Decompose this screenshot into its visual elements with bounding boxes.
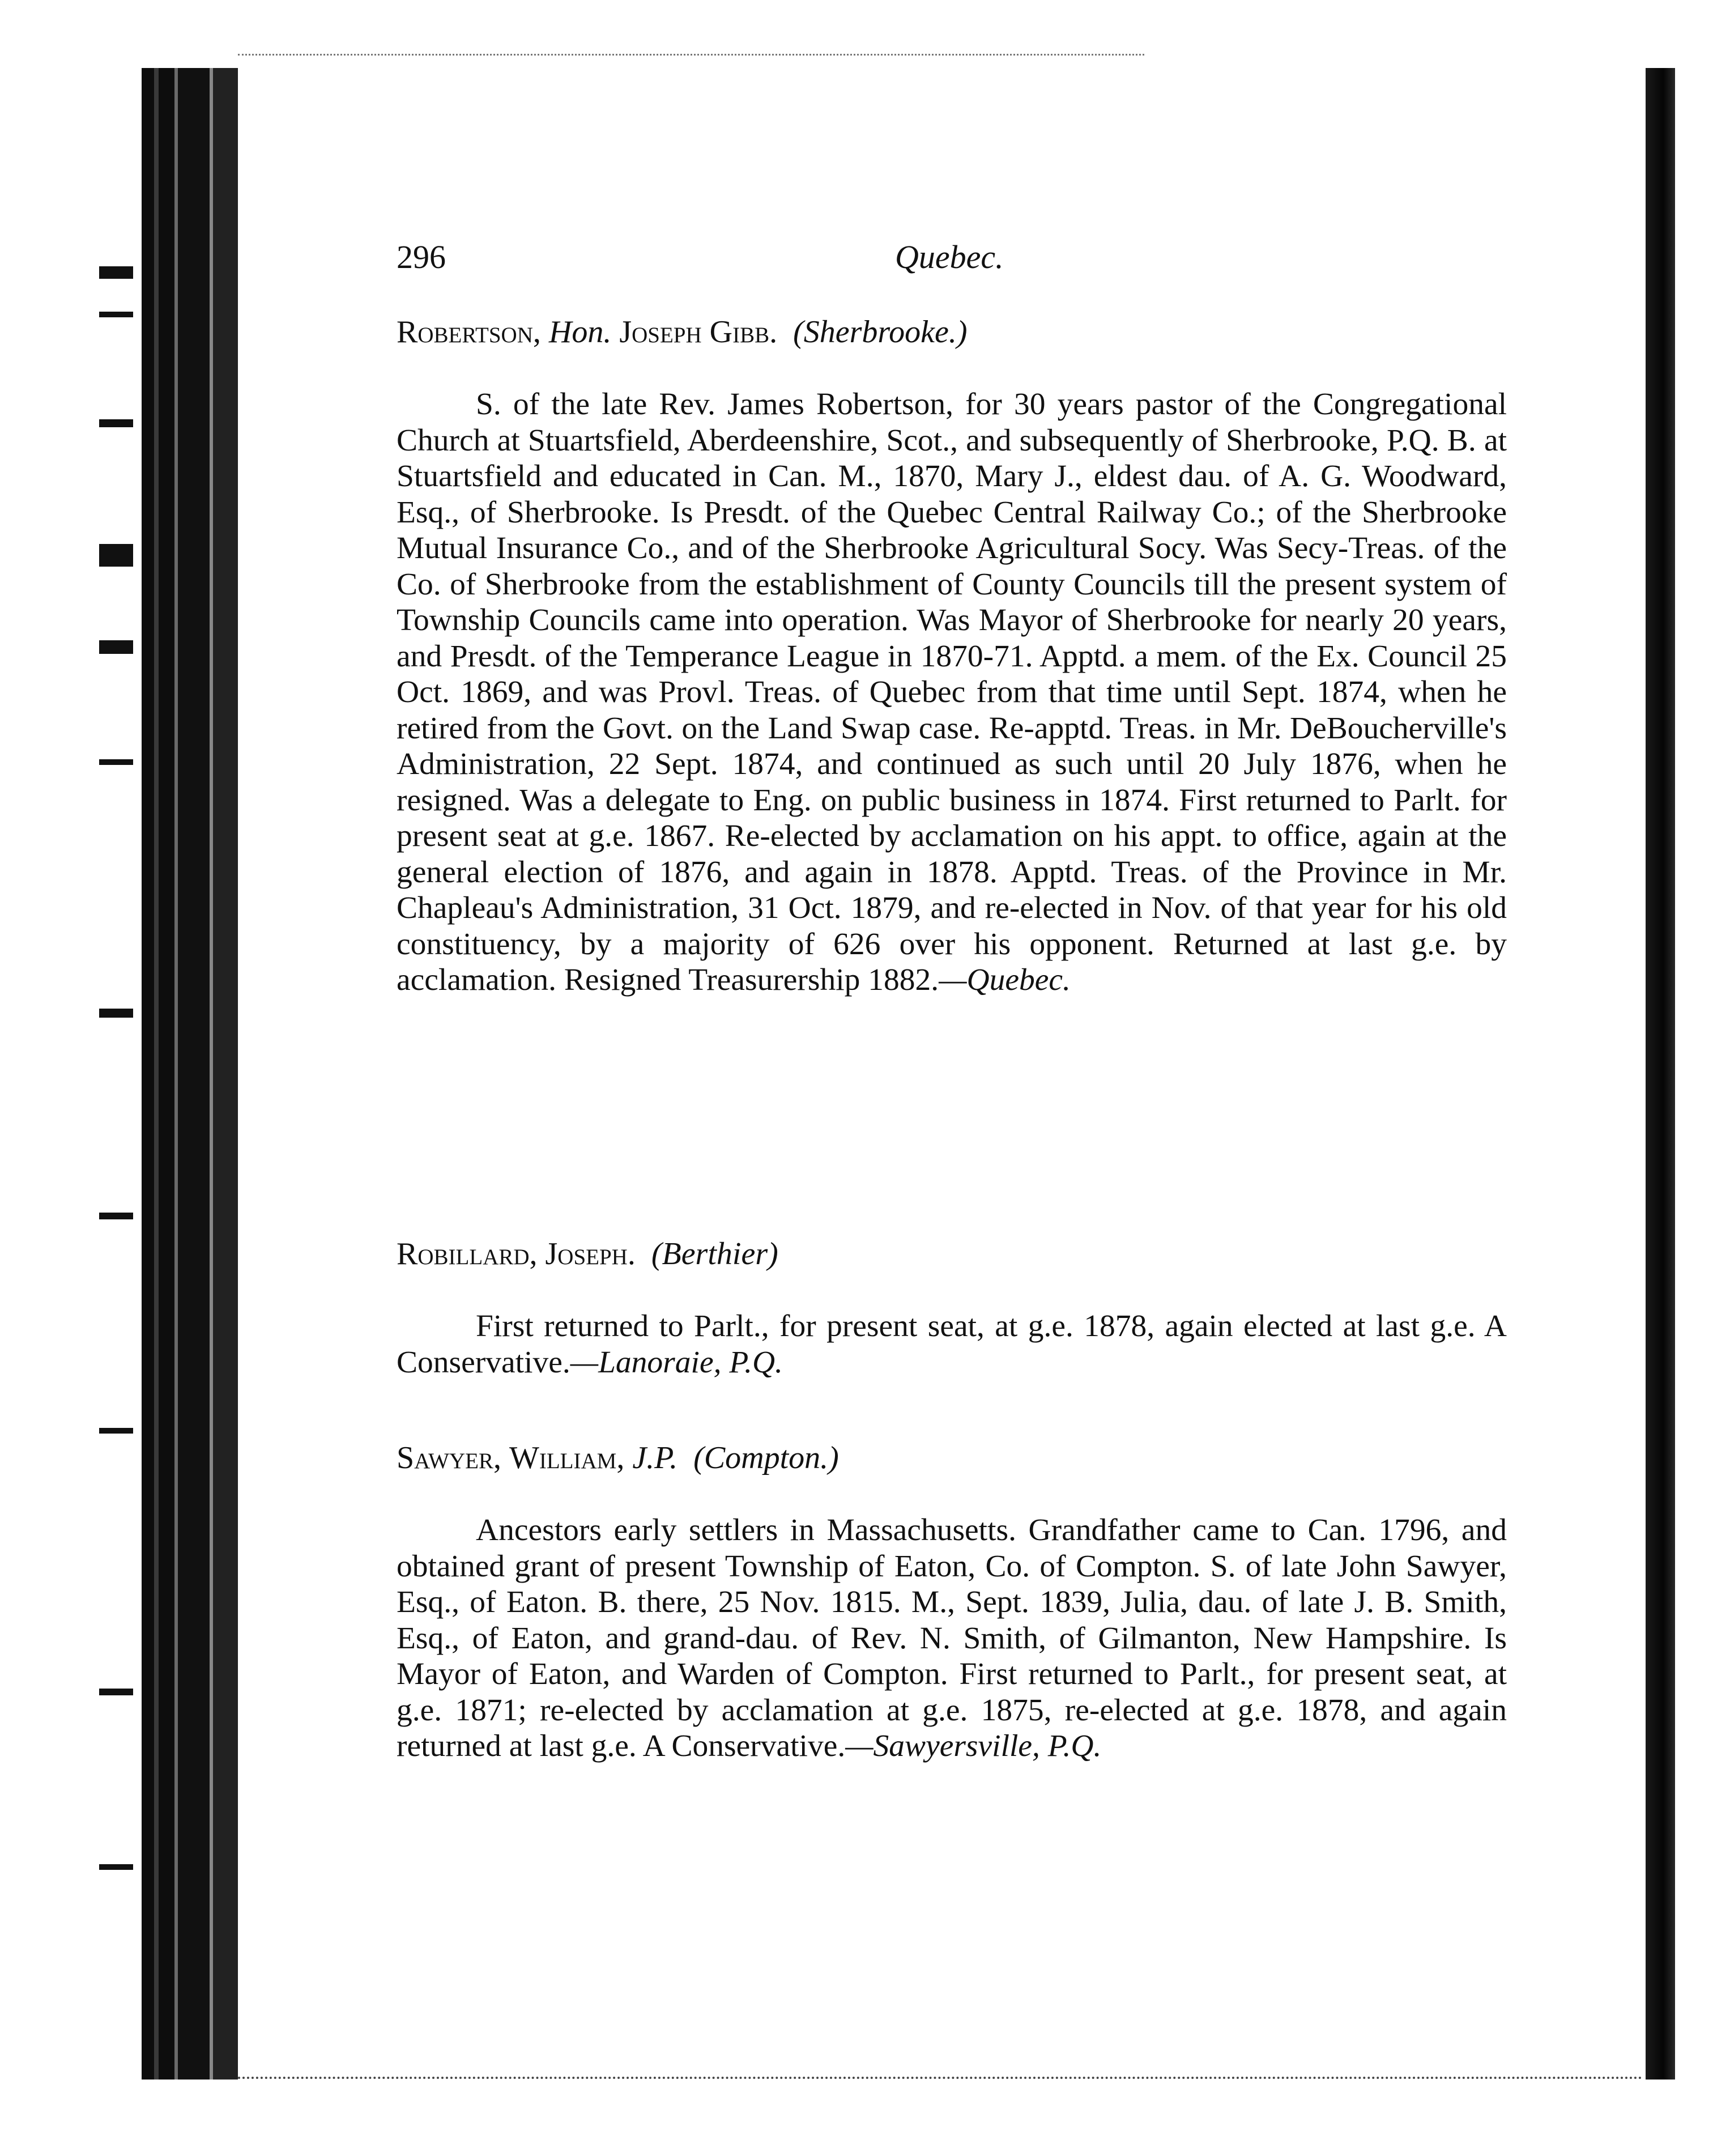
entry-robertson (397, 311, 1507, 998)
margin-mark (99, 266, 133, 279)
entry-constituency: (Sherbrooke.) (793, 314, 968, 350)
entry-surname: Sawyer, (397, 1440, 501, 1475)
left-binding-shadow (142, 68, 238, 2080)
entry-body (397, 1512, 1507, 1764)
page-number: 296 (397, 239, 446, 275)
page-header (397, 238, 1529, 289)
entry-body (397, 1308, 1507, 1380)
entry-surname: Robertson, (397, 314, 541, 350)
entry-sawyer (397, 1436, 1507, 1764)
entry-given-names: Joseph. (545, 1236, 636, 1272)
entry-title: Hon. (548, 314, 612, 350)
entry-constituency: (Berthier) (651, 1236, 778, 1272)
entry-robillard (397, 1232, 1507, 1380)
running-head: Quebec. (895, 239, 1004, 275)
entry-body (397, 386, 1507, 998)
entry-body-text: S. of the late Rev. James Robertson, for 30 years pastor of the Congregational Church at Stuartsfield, Aberdeenshire, Scot., and subsequently of Sherbrooke, P.Q. B. at Stuartsfield and educated in Can. M., 1870, Mary J., eldest dau. of A. G. Woodward, Esq., of Sherbrooke. Is Presdt. of the Quebec Central Railway Co.; of the Sherbrooke Mutual Insurance Co., and of the Sherbrooke Agricultural Socy. Was Secy-Treas. of the Co. of Sherbrooke from the establishment of County Councils till the present system of Township Councils came into operation. Was Mayor of Sherbrooke for nearly 20 years, and Presdt. of the Temperance League in 1870-71. Apptd. a mem. of the Ex. Council 25 Oct. 1869, and was Provl. Treas. of Quebec from that time until Sept. 1874, when he retired from the Govt. on the Land Swap case. Re-apptd. Treas. in Mr. DeBoucherville's Administration, 22 Sept. 1874, and continued as such until 20 July 1876, when he resigned. Was a delegate to Eng. on public business in 1874. First returned to Parlt. for present seat at g.e. 1867. Re-elected by acclamation on his appt. to office, again at the general election of 1876, and again in 1878. Apptd. Treas. of the Province in Mr. Chapleau's Administration, 31 Oct. 1879, and re-elected in Nov. of that year for his old constituency, by a majority of 626 over his opponent. Returned at last g.e. by acclamation. Resigned Treasurership 1882. (397, 387, 1507, 997)
margin-mark (99, 419, 133, 427)
entry-body-text: Ancestors early settlers in Massachusetts. Grandfather came to Can. 1796, and obtained grant of present Township of Eaton, Co. of Compton. S. of late John Sawyer, Esq., of Eaton. B. there, 25 Nov. 1815. M., Sept. 1839, Julia, dau. of late J. B. Smith, Esq., of Eaton, and grand-dau. of Rev. N. Smith, of Gilmanton, New Hampshire. Is Mayor of Eaton, and Warden of Compton. First returned to Parlt., for present seat, at g.e. 1871; re-elected by acclamation at g.e. 1875, re-elected at g.e. 1878, and again returned at last g.e. A Conservative. (397, 1513, 1507, 1763)
margin-marks (99, 249, 139, 1949)
margin-mark (99, 544, 133, 567)
entry-residence: —Quebec. (939, 963, 1071, 997)
margin-mark (99, 1213, 133, 1219)
top-page-edge (238, 54, 1144, 56)
margin-mark (99, 1009, 133, 1018)
entry-residence: —Sawyersville, P.Q. (845, 1729, 1102, 1763)
margin-mark (99, 759, 133, 765)
entry-heading (397, 1232, 1507, 1275)
entry-constituency: (Compton.) (693, 1440, 839, 1475)
entry-given-names: William, (509, 1440, 625, 1475)
bottom-page-edge (238, 2077, 1643, 2079)
entry-residence: —Lanoraie, P.Q. (570, 1345, 783, 1380)
entry-heading (397, 1436, 1507, 1479)
entry-body-text: First returned to Parlt., for present seat, at g.e. 1878, again elected at last g.e. A Conservative. (397, 1309, 1507, 1380)
margin-mark (99, 1689, 133, 1695)
entry-surname: Robillard, (397, 1236, 538, 1272)
entry-title: J.P. (632, 1440, 678, 1475)
margin-mark (99, 312, 133, 317)
margin-mark (99, 1428, 133, 1434)
entry-heading (397, 311, 1507, 354)
right-page-edge-shadow (1646, 68, 1675, 2080)
margin-mark (99, 1864, 133, 1870)
margin-mark (99, 640, 133, 654)
entry-given-names: Joseph Gibb. (619, 314, 778, 350)
